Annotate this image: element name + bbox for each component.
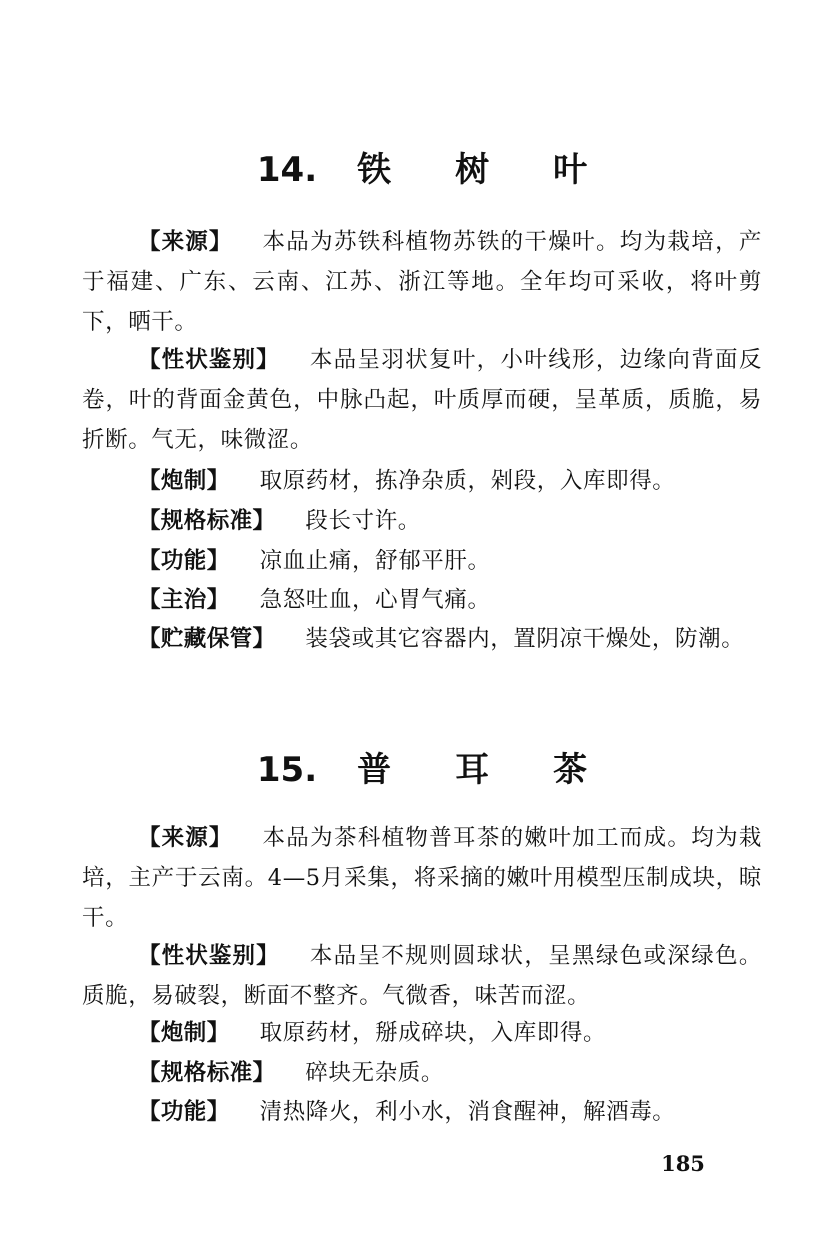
field-text: 本品为茶科植物普耳茶的嫩叶加工而成。均为栽培，主产于云南。4—5月采集，将采摘的嫩叶用模型压制成块，晾干。 — [82, 825, 762, 931]
field-specification — [82, 501, 762, 541]
field-identification — [82, 340, 762, 460]
field-function — [82, 1092, 762, 1132]
field-text: 装袋或其它容器内，置阴凉干燥处，防潮。 — [305, 626, 745, 652]
field-text: 清热降火，利小水，消食醒神，解酒毒。 — [259, 1099, 676, 1125]
field-label: 【性状鉴别】 — [138, 943, 280, 969]
field-indication — [82, 580, 762, 620]
field-source — [82, 818, 762, 938]
field-text: 凉血止痛，舒郁平肝。 — [259, 548, 491, 574]
book-page — [82, 0, 762, 1252]
entry-title-15 — [82, 750, 762, 790]
field-label: 【炮制】 — [138, 468, 230, 494]
page-number: 185 — [661, 1151, 705, 1176]
field-source — [82, 222, 762, 342]
entry-name: 普耳茶 — [357, 750, 652, 790]
entry-number: 14. — [256, 150, 318, 190]
field-function — [82, 541, 762, 581]
field-label: 【规格标准】 — [138, 1060, 276, 1086]
entry-name: 铁树叶 — [357, 150, 652, 190]
entry-title-14 — [82, 150, 762, 190]
field-text: 碎块无杂质。 — [305, 1060, 445, 1086]
field-label: 【贮藏保管】 — [138, 626, 276, 652]
field-storage — [82, 619, 762, 659]
field-text: 本品呈不规则圆球状，呈黑绿色或深绿色。质脆，易破裂，断面不整齐。气微香，味苦而涩。 — [82, 943, 762, 1009]
field-identification — [82, 936, 762, 1016]
field-label: 【性状鉴别】 — [138, 347, 280, 373]
field-text: 急怒吐血，心胃气痛。 — [259, 587, 491, 613]
field-label: 【功能】 — [138, 1099, 230, 1125]
field-text: 段长寸许。 — [305, 508, 421, 534]
field-text: 取原药材，拣净杂质，剁段，入库即得。 — [259, 468, 676, 494]
field-processing — [82, 1013, 762, 1053]
field-label: 【主治】 — [138, 587, 230, 613]
entry-number: 15. — [256, 750, 318, 790]
field-text: 本品呈羽状复叶，小叶线形，边缘向背面反卷，叶的背面金黄色，中脉凸起，叶质厚而硬，呈革质，质脆，易折断。气无，味微涩。 — [82, 347, 762, 453]
field-label: 【规格标准】 — [138, 508, 276, 534]
field-text: 本品为苏铁科植物苏铁的干燥叶。均为栽培，产于福建、广东、云南、江苏、浙江等地。全年均可采收，将叶剪下，晒干。 — [82, 229, 762, 335]
field-specification — [82, 1053, 762, 1093]
field-text: 取原药材，掰成碎块，入库即得。 — [259, 1020, 607, 1046]
field-label: 【来源】 — [138, 229, 233, 255]
field-processing — [82, 461, 762, 501]
field-label: 【功能】 — [138, 548, 230, 574]
field-label: 【来源】 — [138, 825, 233, 851]
field-label: 【炮制】 — [138, 1020, 230, 1046]
